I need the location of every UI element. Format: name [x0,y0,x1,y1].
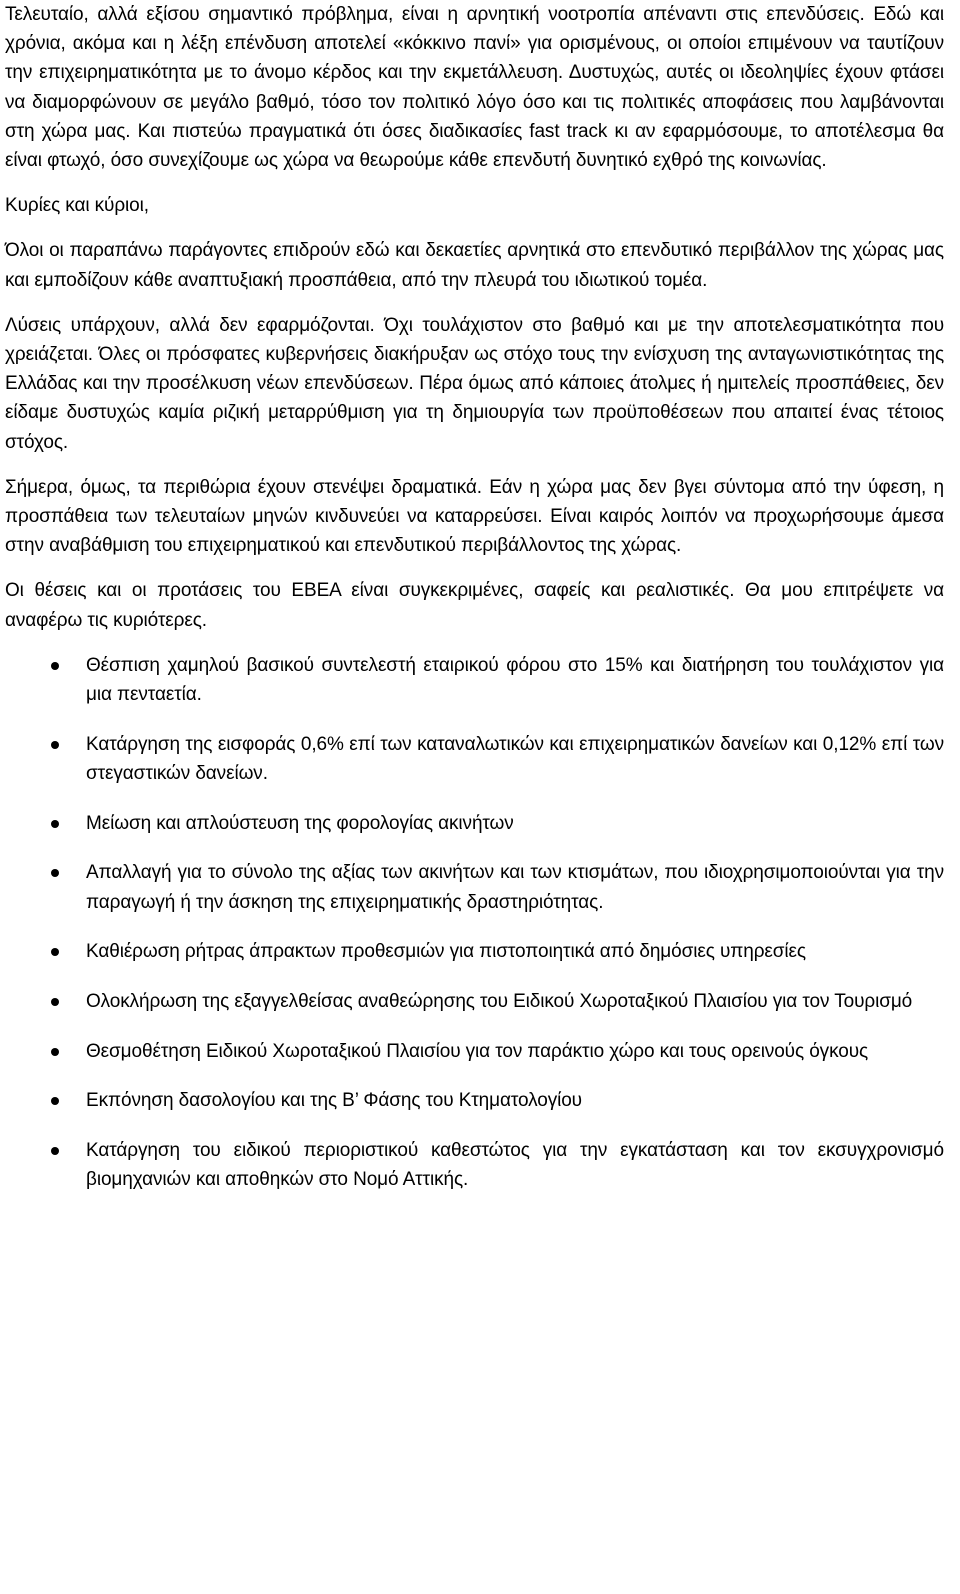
paragraph-solutions: Λύσεις υπάρχουν, αλλά δεν εφαρμόζονται. Όχι τουλάχιστον στο βαθμό και με την αποτελεσματικότητα που χρειάζεται. Όλες οι πρόσφατες κυβερνήσεις διακήρυξαν ως στόχο τους την ενίσχυση της ανταγωνιστικότητας της Ελλάδας και την προσέλκυση νέων επενδύσεων. Πέρα όμως από κάποιες άτολμες ή ημιτελείς προσπάθειες, δεν είδαμε δυστυχώς καμία ριζική μεταρρύθμιση για τη δημιουργία των προϋποθέσεων που απαιτεί ένας τέτοιος στόχος. [5,314,944,453]
list-item-text: Θεσμοθέτηση Ειδικού Χωροταξικού Πλαισίου για τον παράκτιο χώρο και τους ορεινούς όγκους [86,1040,869,1062]
list-item [5,858,944,916]
list-item-text: Καθιέρωση ρήτρας άπρακτων προθεσμιών για πιστοποιητικά από δημόσιες υπηρεσίες [86,941,806,963]
bullet-icon [51,1048,59,1056]
paragraph-factors: Όλοι οι παραπάνω παράγοντες επιδρούν εδώ και δεκαετίες αρνητικά στο επενδυτικό περιβάλλον της χώρας μας και εμποδίζουν κάθε αναπτυξιακή προσπάθεια, από την πλευρά του ιδιωτικού τομέα. [5,240,944,291]
bullet-icon [51,948,59,956]
bullet-icon [51,1097,59,1105]
paragraph-margins: Σήμερα, όμως, τα περιθώρια έχουν στενέψει δραματικά. Εάν η χώρα μας δεν βγει σύντομα από την ύφεση, η προσπάθεια των τελευταίων μηνών κινδυνεύει να καταρρεύσει. Είναι καιρός λοιπόν να προχωρήσουμε άμεσα στην αναβάθμιση του επιχειρηματικού και επενδυτικού περιβάλλοντος της χώρας. [5,476,944,557]
list-item-text: Ολοκλήρωση της εξαγγελθείσας αναθεώρησης του Ειδικού Χωροταξικού Πλαισίου για τον Τουρισμό [86,990,913,1012]
bullet-icon [51,820,59,828]
list-item [5,987,944,1016]
bullet-icon [51,741,59,749]
list-item [5,1086,944,1115]
list-item [5,651,944,709]
paragraph-proposals-intro: Οι θέσεις και οι προτάσεις του ΕΒΕΑ είναι συγκεκριμένες, σαφείς και ρεαλιστικές. Θα μου επιτρέψετε να αναφέρω τις κυριότερες. [5,580,944,631]
list-item [5,730,944,788]
list-item-text: Κατάργηση του ειδικού περιοριστικού καθεστώτος για την εγκατάσταση και τον εκσυγχρονισμό βιομηχανιών και αποθηκών στο Νομό Αττικής. [86,1140,944,1191]
paragraph-investment-mentality: Τελευταίο, αλλά εξίσου σημαντικό πρόβλημα, είναι η αρνητική νοοτροπία απέναντι στις επενδύσεις. Εδώ και χρόνια, ακόμα και η λέξη επένδυση αποτελεί «κόκκινο πανί» για ορισμένους, οι οποίοι επιμένουν να ταυτίζουν την επιχειρηματικότητα με το άνομο κέρδος και την εκμετάλλευση. Δυστυχώς, αυτές οι ιδεοληψίες έχουν φτάσει να διαμορφώνουν σε μεγάλο βαθμό, τόσο τον πολιτικό λόγο όσο και τις πολιτικές αποφάσεις που λαμβάνονται στη χώρα μας. Και πιστεύω πραγματικά ότι όσες διαδικασίες fast track κι αν εφαρμόσουμε, το αποτέλεσμα θα είναι φτωχό, όσο συνεχίζουμε ως χώρα να θεωρούμε κάθε επενδυτή δυνητικό εχθρό της κοινωνίας. [5,4,944,172]
list-item-text: Μείωση και απλούστευση της φορολογίας ακινήτων [86,812,514,834]
bullet-icon [51,1147,59,1155]
bullet-icon [51,662,59,670]
bullet-icon [51,869,59,877]
bullet-icon [51,998,59,1006]
list-item [5,809,944,838]
list-item-text: Κατάργηση της εισφοράς 0,6% επί των καταναλωτικών και επιχειρηματικών δανείων και 0,12% επί των στεγαστικών δανείων. [86,733,944,784]
paragraph-salutation: Κυρίες και κύριοι, [5,195,149,217]
list-item [5,1136,944,1194]
list-item-text: Απαλλαγή για το σύνολο της αξίας των ακινήτων και των κτισμάτων, που ιδιοχρησιμοποιούνται για την παραγωγή ή την άσκηση της επιχειρηματικής δραστηριότητας. [86,862,944,913]
proposals-list [5,651,944,1195]
list-item-text: Θέσπιση χαμηλού βασικού συντελεστή εταιρικού φόρου στο 15% και διατήρηση του τουλάχιστον για μια πενταετία. [86,654,944,706]
list-item [5,1037,944,1066]
list-item-text: Εκπόνηση δασολογίου και της Β’ Φάσης του Κτηματολογίου [86,1090,582,1112]
list-item [5,937,944,966]
